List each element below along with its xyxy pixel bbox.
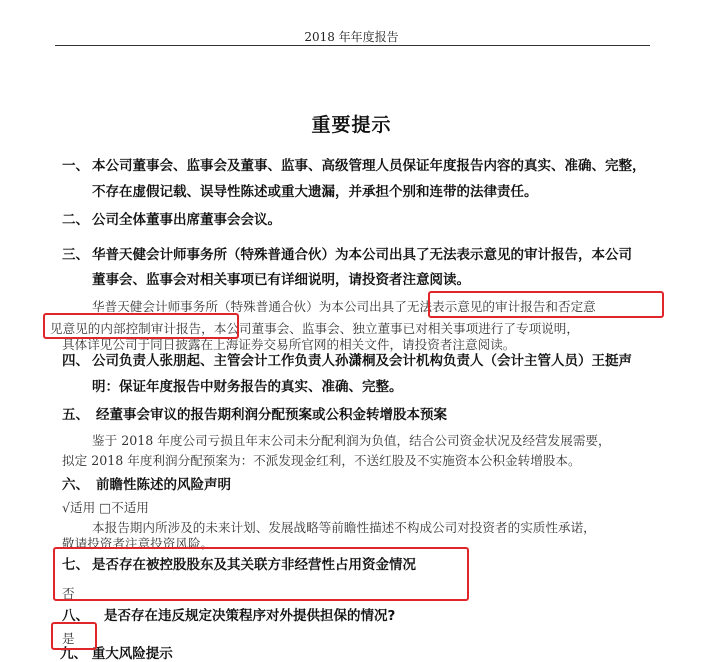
item-5-number: 五、	[62, 407, 89, 423]
item-2-line1: 公司全体董事出席董事会会议。	[92, 212, 281, 228]
highlight-box-item-8-answer	[51, 622, 97, 650]
item-3-detail-1: 华普天健会计师事务所（特殊普通合伙）为本公司出具了无法表示意见的审计报告和否定意	[92, 299, 596, 314]
item-1-line2: 不存在虚假记载、误导性陈述或重大遗漏，并承担个别和连带的法律责任。	[92, 184, 538, 200]
item-3-number: 三、	[62, 247, 89, 263]
header-rule	[55, 45, 650, 46]
item-6-line1: 前瞻性陈述的风险声明	[96, 477, 231, 493]
item-2-number: 二、	[62, 212, 89, 228]
item-5-detail-1: 鉴于 2018 年度公司亏损且年末公司未分配利润为负值，结合公司资金状况及经营发展需要，	[92, 433, 611, 448]
report-header: 2018 年年度报告	[304, 30, 399, 44]
item-6-number: 六、	[62, 477, 89, 493]
page-title: 重要提示	[311, 114, 392, 136]
item-8-answer: 是	[62, 631, 75, 646]
highlight-box-opinion-1	[428, 291, 664, 318]
item-6-applicable-checkbox: √适用 □不适用	[62, 500, 149, 515]
item-3-line2: 董事会、监事会对相关事项已有详细说明，请投资者注意阅读。	[92, 272, 470, 288]
next-item-text: 九、 重大风险提示	[60, 646, 173, 662]
item-4-number: 四、	[62, 353, 89, 369]
highlight-box-opinion-2	[43, 313, 239, 339]
item-3-detail-2: 见意见的内部控制审计报告，本公司董事会、监事会、独立董事已对相关事项进行了专项说明，	[50, 321, 579, 336]
item-4-line2: 明：保证年度报告中财务报告的真实、准确、完整。	[92, 379, 403, 395]
item-6-detail-1: 本报告期内所涉及的未来计划、发展战略等前瞻性描述不构成公司对投资者的实质性承诺，	[92, 520, 596, 535]
item-7-answer: 否	[62, 586, 75, 601]
item-3-detail-3: 具体详见公司于同日披露在上海证券交易所官网的相关文件，请投资者注意阅读。	[62, 337, 516, 352]
item-1-number: 一、	[62, 158, 89, 174]
highlight-box-item-7	[53, 547, 469, 601]
item-3-line1: 华普天健会计师事务所（特殊普通合伙）为本公司出具了无法表示意见的审计报告，本公司	[92, 247, 632, 263]
item-4-line1: 公司负责人张朋起、主管会计工作负责人孙潇桐及会计机构负责人（会计主管人员）王挺声	[92, 353, 632, 369]
item-1-line1: 本公司董事会、监事会及董事、监事、高级管理人员保证年度报告内容的真实、准确、完整，	[92, 158, 646, 174]
item-8-number: 八、	[62, 608, 89, 624]
item-7-line1: 是否存在被控股股东及其关联方非经营性占用资金情况	[92, 557, 416, 573]
item-8-line1: 是否存在违反规定决策程序对外提供担保的情况?	[104, 608, 396, 624]
item-5-line1: 经董事会审议的报告期利润分配预案或公积金转增股本预案	[96, 407, 447, 423]
item-7-number: 七、	[62, 557, 89, 573]
item-6-detail-2: 敬请投资者注意投资风险。	[62, 536, 214, 551]
item-5-detail-2: 拟定 2018 年度利润分配预案为：不派发现金红利，不送红股及不实施资本公积金转增股本。	[62, 453, 581, 468]
